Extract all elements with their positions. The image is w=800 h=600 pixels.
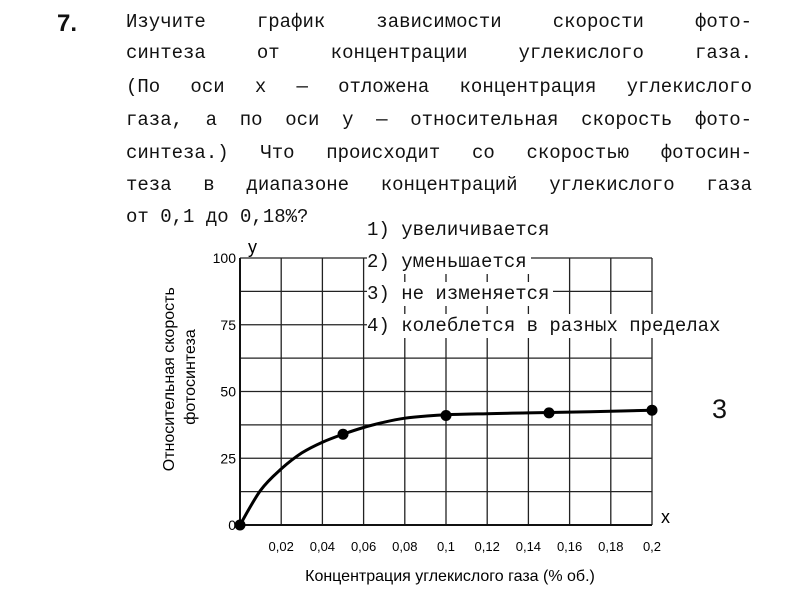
y-tick-labels bbox=[213, 250, 237, 533]
answer-option-4: 4) колеблется в разных пределах bbox=[367, 314, 724, 338]
x-tick-label: 0,1 bbox=[436, 539, 456, 554]
x-axis-letter: x bbox=[661, 507, 670, 527]
y-tick-label: 0 bbox=[228, 517, 236, 533]
data-point bbox=[338, 429, 349, 440]
question-line-3: (По оси x — отложена концентрация углекислого bbox=[126, 76, 752, 98]
question-line-1: Изучите график зависимости скорости фото- bbox=[126, 11, 752, 33]
question-line-7: от 0,1 до 0,18%? bbox=[126, 206, 309, 228]
x-tick-labels bbox=[269, 539, 661, 554]
y-tick-label: 100 bbox=[212, 250, 236, 266]
answer-option-1: 1) увеличивается bbox=[367, 218, 553, 242]
y-axis-label-line-1: Относительная скорость bbox=[161, 287, 178, 472]
data-point bbox=[647, 405, 658, 416]
answer-option-3: 3) не изменяется bbox=[367, 282, 553, 306]
x-tick-label: 0,14 bbox=[515, 539, 542, 554]
answer-option-2: 2) уменьшается bbox=[367, 250, 531, 274]
y-axis-letter: y bbox=[248, 237, 257, 257]
question-line-2: синтеза от концентрации углекислого газа. bbox=[126, 42, 752, 64]
x-tick-label: 0,16 bbox=[556, 539, 583, 554]
y-axis-label-line-2: фотосинтеза bbox=[182, 329, 199, 425]
y-tick-label: 25 bbox=[220, 450, 236, 467]
x-axis-label: Концентрация углекислого газа (% об.) bbox=[305, 568, 595, 585]
x-tick-label: 0,08 bbox=[392, 539, 418, 554]
question-line-4: газа, а по оси y — относительная скорость фото- bbox=[126, 109, 752, 131]
question-line-5: синтеза.) Что происходит со скоростью фотосин- bbox=[126, 142, 752, 164]
data-point bbox=[544, 407, 555, 418]
x-tick-label: 0,06 bbox=[350, 539, 377, 554]
data-point bbox=[441, 410, 452, 421]
x-tick-label: 0,12 bbox=[474, 539, 500, 554]
x-tick-label: 0,04 bbox=[309, 539, 336, 554]
x-tick-label: 0,02 bbox=[268, 539, 294, 554]
x-tick-label: 0,18 bbox=[598, 539, 624, 554]
y-axis-label bbox=[161, 283, 199, 471]
x-tick-label: 0,2 bbox=[642, 539, 662, 554]
question-number: 7. bbox=[57, 10, 78, 37]
y-tick-label: 75 bbox=[220, 316, 236, 333]
y-tick-label: 50 bbox=[220, 383, 236, 400]
handwritten-answer: 3 bbox=[712, 394, 728, 424]
data-point bbox=[235, 520, 246, 531]
question-line-6: теза в диапазоне концентраций углекислого газа bbox=[126, 174, 752, 196]
